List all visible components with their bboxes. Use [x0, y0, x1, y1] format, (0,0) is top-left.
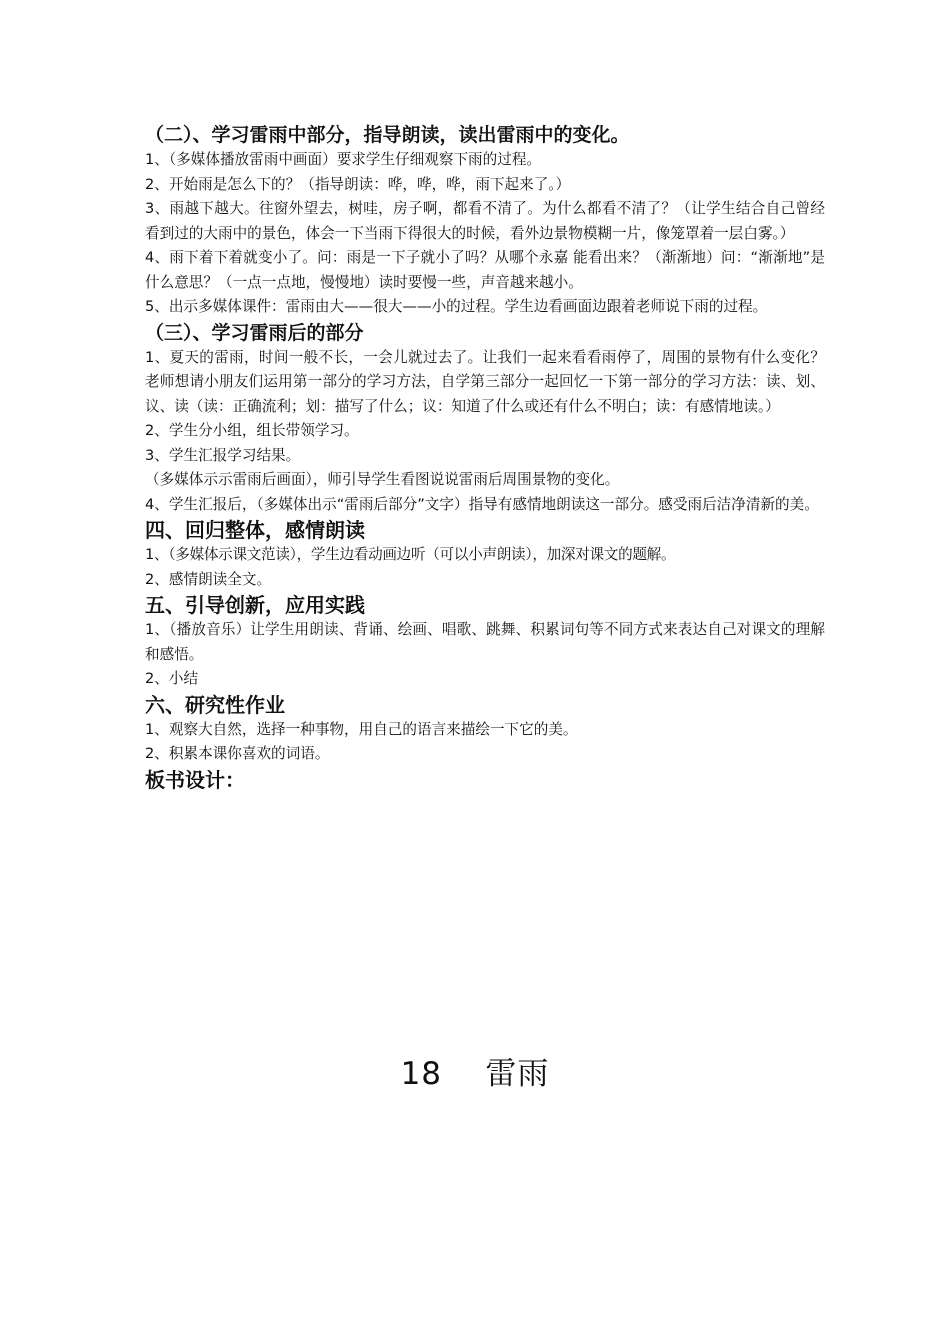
- section-6-item-2: 2、积累本课你喜欢的词语。: [145, 745, 330, 762]
- section-3-item-1: 1、夏天的雷雨，时间一般不长，一会儿就过去了。让我们一起来看看雨停了，周围的景物有什么变化？老师想请小朋友们运用第一部分的学习方法，自学第三部分一起回忆一下第一部分的学习方法：读、划、议、读（读：正确流利；划：描写了什么；议：知道了什么或还有什么不明白；读：有感情地读。）: [145, 348, 825, 415]
- section-3-item-2: 2、学生分小组，组长带领学习。: [145, 422, 359, 439]
- section-4-item-1: 1、（多媒体示课文范读），学生边看动画边听（可以小声朗读），加深对课文的题解。: [145, 546, 676, 563]
- section-5-item-2: 2、小结: [145, 670, 199, 687]
- section-6-item-1: 1、观察大自然，选择一种事物，用自己的语言来描绘一下它的美。: [145, 720, 578, 738]
- section-2-item-2: 2、开始雨是怎么下的？（指导朗读：哗，哗，哗，雨下起来了。）: [145, 175, 571, 193]
- section-2-item-3: 3、雨越下越大。往窗外望去，树哇，房子啊，都看不清了。为什么都看不清了？（让学生结合自己曾经看到过的大雨中的景色，体会一下当雨下得很大的时候，看外边景物模糊一片，像笼罩着一层白雾。）: [145, 200, 825, 242]
- section-3-item-4: （多媒体示示雷雨后画面），师引导学生看图说说雷雨后周围景物的变化。: [145, 471, 620, 488]
- section-6-heading: 六、研究性作业: [145, 692, 285, 717]
- section-4-heading: 四、回归整体，感情朗读: [145, 518, 365, 542]
- section-4-item-2: 2、感情朗读全文。: [145, 570, 272, 588]
- section-2-item-5: 5、出示多媒体课件：雷雨由大——很大——小的过程。学生边看画面边跟着老师说下雨的过程。: [145, 298, 768, 315]
- section-2-item-1: 1、（多媒体播放雷雨中画面）要求学生仔细观察下雨的过程。: [145, 151, 542, 168]
- document-body: [145, 122, 825, 793]
- board-title: 18 雷雨: [400, 1056, 550, 1092]
- section-5-heading: 五、引导创新，应用实践: [145, 593, 365, 617]
- section-3-item-3: 3、学生汇报学习结果。: [145, 446, 301, 464]
- section-2-heading: （二）、学习雷雨中部分，指导朗读，读出雷雨中的变化。: [145, 124, 630, 146]
- section-5-item-1: 1、（播放音乐）让学生用朗读、背诵、绘画、唱歌、跳舞、积累词句等不同方式来表达自己对课文的理解和感悟。: [145, 621, 825, 663]
- section-2-item-4: 4、雨下着下着就变小了。问：雨是一下子就小了吗？从哪个永嘉 能看出来？（渐渐地）问：“渐渐地”是什么意思？（一点一点地，慢慢地）读时要慢一些，声音越来越小。: [145, 249, 825, 291]
- board-design-heading: 板书设计：: [145, 767, 245, 792]
- section-3-item-5: 4、学生汇报后，（多媒体出示“雷雨后部分”文字）指导有感情地朗读这一部分。感受雨后洁净清新的美。: [145, 495, 819, 513]
- section-3-heading: （三）、学习雷雨后的部分: [145, 321, 364, 344]
